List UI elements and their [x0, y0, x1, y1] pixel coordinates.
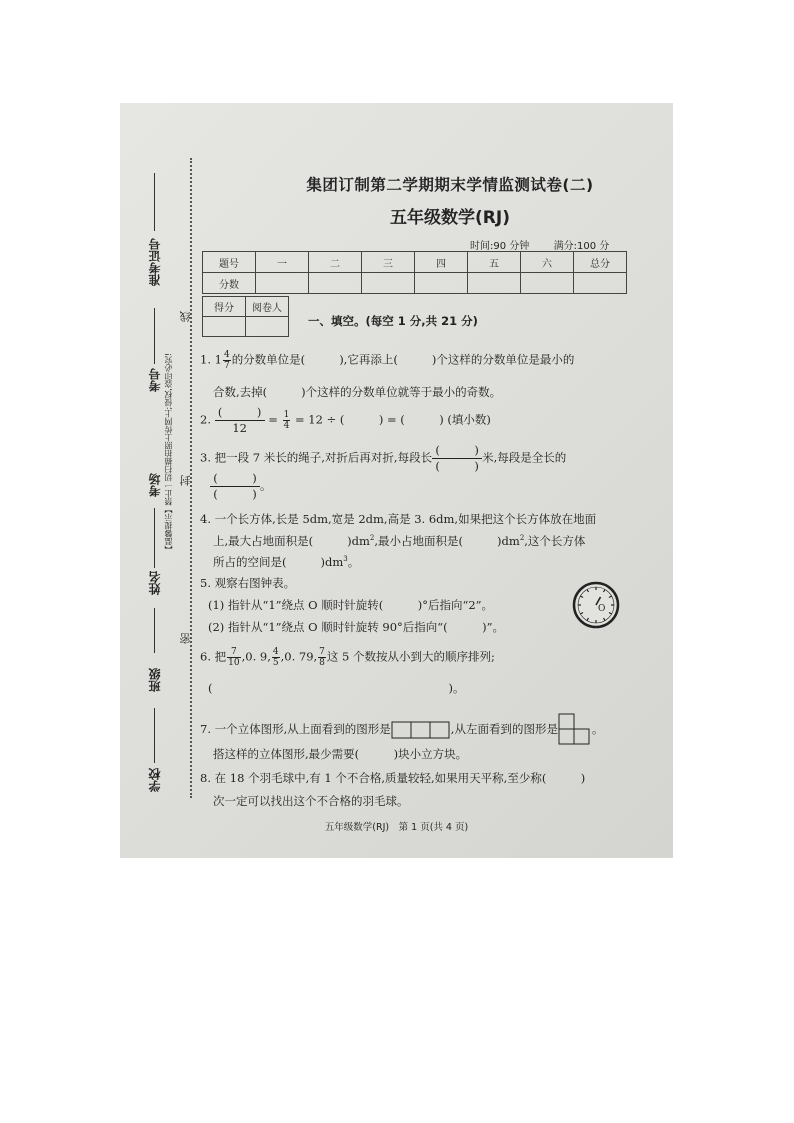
label-class: 班级 — [148, 668, 162, 692]
label-exam-room: 考场 — [148, 473, 162, 497]
q1-text: 1. 1 — [200, 352, 222, 367]
question-4-line3: 所占的空间是( )$dm^3$。 — [213, 555, 360, 569]
exam-title: 集团订制第二学期期末学情监测试卷(二) — [306, 176, 594, 194]
q1-text: )个这样的分数单位是最小的 — [431, 352, 575, 367]
question-7-line2: 搭这样的立体图形,最少需要( )块小立方块。 — [213, 747, 468, 761]
name-line — [154, 608, 155, 653]
question-8-line2: 次一定可以找出这个不合格的羽毛球。 — [213, 794, 409, 808]
fraction: $\frac{7}{10}$ — [228, 647, 240, 668]
clock-icon — [572, 581, 620, 629]
score-table-header-row — [203, 252, 627, 273]
question-7: 7. 一个立体图形,从上面看到的图形是 ,从左面看到的图形是 。 — [200, 713, 603, 747]
score-cell[interactable] — [521, 273, 574, 294]
question-4-line2: 上,最大占地面积是( )$dm^2$,最小占地面积是( )$dm^2$,这个长方体 — [213, 534, 586, 548]
time-and-score — [470, 237, 609, 252]
admission-number-line — [154, 173, 155, 231]
score-header-cell: 一 — [256, 252, 309, 273]
fraction: $\frac{4}{7}$ — [223, 350, 230, 371]
class-line — [154, 708, 155, 763]
score-header-cell: 五 — [468, 252, 521, 273]
label-admission-number: 准考证号 — [148, 238, 162, 286]
question-8: 8. 在 18 个羽毛球中,有 1 个不合格,质量较轻,如果用天平称,至少称( ) — [200, 771, 586, 785]
score-header-cell: 总分 — [574, 252, 627, 273]
fraction: $\frac{4}{5}$ — [272, 647, 279, 668]
exam-time: 时间:90 分钟 — [470, 241, 530, 252]
question-1 — [200, 350, 574, 371]
question-5-part1: (1) 指针从“1”绕点 O 顺时针旋转( )°后指向“2”。 — [208, 598, 494, 612]
grader-table — [202, 296, 289, 337]
fraction-blank[interactable]: ( ) ( ) — [210, 471, 260, 502]
question-3-line2: ( ) ( ) 。 — [210, 471, 272, 502]
q1-text: ),它再添上( — [339, 352, 398, 367]
score-header-cell: 题号 — [203, 252, 256, 273]
score-cell[interactable] — [468, 273, 521, 294]
exam-page-photo — [120, 103, 673, 858]
exam-number-line — [154, 308, 155, 364]
top-view-figure — [391, 721, 451, 739]
question-3: 3. 把一段 7 米长的绳子,对折后再对折,每段长 ( ) ( ) 米,每段是全长的 — [200, 443, 567, 473]
score-cell[interactable] — [574, 273, 627, 294]
full-score: 满分:100 分 — [553, 241, 610, 252]
question-4: 4. 一个长方体,长是 5dm,宽是 2dm,高是 3. 6dm,如果把这个长方体放在地面 — [200, 512, 597, 526]
fraction-blank[interactable]: ( ) 12 — [215, 405, 265, 436]
score-header-cell: 三 — [362, 252, 415, 273]
score-cell[interactable] — [309, 273, 362, 294]
label-seal: 封 — [179, 475, 192, 486]
score-table-score-row — [203, 273, 627, 294]
score-row-label: 分数 — [203, 273, 256, 294]
grader-name-cell[interactable] — [246, 317, 289, 337]
label-secret: 密 — [179, 633, 192, 644]
label-exam-number: 考号 — [148, 368, 162, 392]
score-header-cell: 四 — [415, 252, 468, 273]
q1-text: 的分数单位是( — [231, 352, 306, 367]
question-5: 5. 观察右图钟表。 — [200, 576, 296, 590]
score-header-cell: 六 — [521, 252, 574, 273]
label-name: 姓名 — [148, 571, 162, 595]
question-6: 6. 把 $\frac{7}{10}$ ,0. 9, $\frac{4}{5}$ ,0. 79, $\frac{7}{8}$ 这 5 个数按从小到大的顺序排列; — [200, 647, 495, 668]
fraction-blank[interactable]: ( ) ( ) — [432, 443, 482, 474]
score-cell[interactable] — [362, 273, 415, 294]
grader-score-label: 得分 — [203, 297, 246, 317]
label-line: 线 — [179, 311, 192, 322]
question-2: 2. ( ) 12 = $\frac{1}{4}$ = 12 ÷ ( ) = ( ) (填小数) — [200, 405, 491, 435]
fraction: $\frac{1}{4}$ — [283, 410, 290, 431]
warning-notice: 【温馨提示】禁止一切扫描拍照上传网上;侵权,盗印必究! — [164, 353, 173, 554]
grader-name-label: 阅卷人 — [246, 297, 289, 317]
left-view-figure — [558, 713, 592, 747]
grader-score-cell[interactable] — [203, 317, 246, 337]
score-table — [202, 251, 627, 294]
score-header-cell: 二 — [309, 252, 362, 273]
question-1-line2: 合数,去掉( )个这样的分数单位就等于最小的奇数。 — [213, 385, 502, 399]
binding-margin — [120, 103, 200, 858]
score-cell[interactable] — [256, 273, 309, 294]
exam-room-line — [154, 508, 155, 568]
score-cell[interactable] — [415, 273, 468, 294]
fraction: $\frac{7}{8}$ — [319, 647, 325, 668]
question-5-part2: (2) 指针从“1”绕点 O 顺时针旋转 90°后指向“( )”。 — [208, 620, 505, 634]
exam-subtitle: 五年级数学(RJ) — [390, 208, 510, 228]
page-footer: 五年级数学(RJ) 第 1 页(共 4 页) — [324, 822, 469, 833]
question-6-line2: ( )。 — [208, 681, 465, 695]
clock-center-label: O — [598, 604, 606, 614]
label-school: 学校 — [148, 768, 162, 792]
section-heading: 一、填空。(每空 1 分,共 21 分) — [308, 314, 478, 328]
